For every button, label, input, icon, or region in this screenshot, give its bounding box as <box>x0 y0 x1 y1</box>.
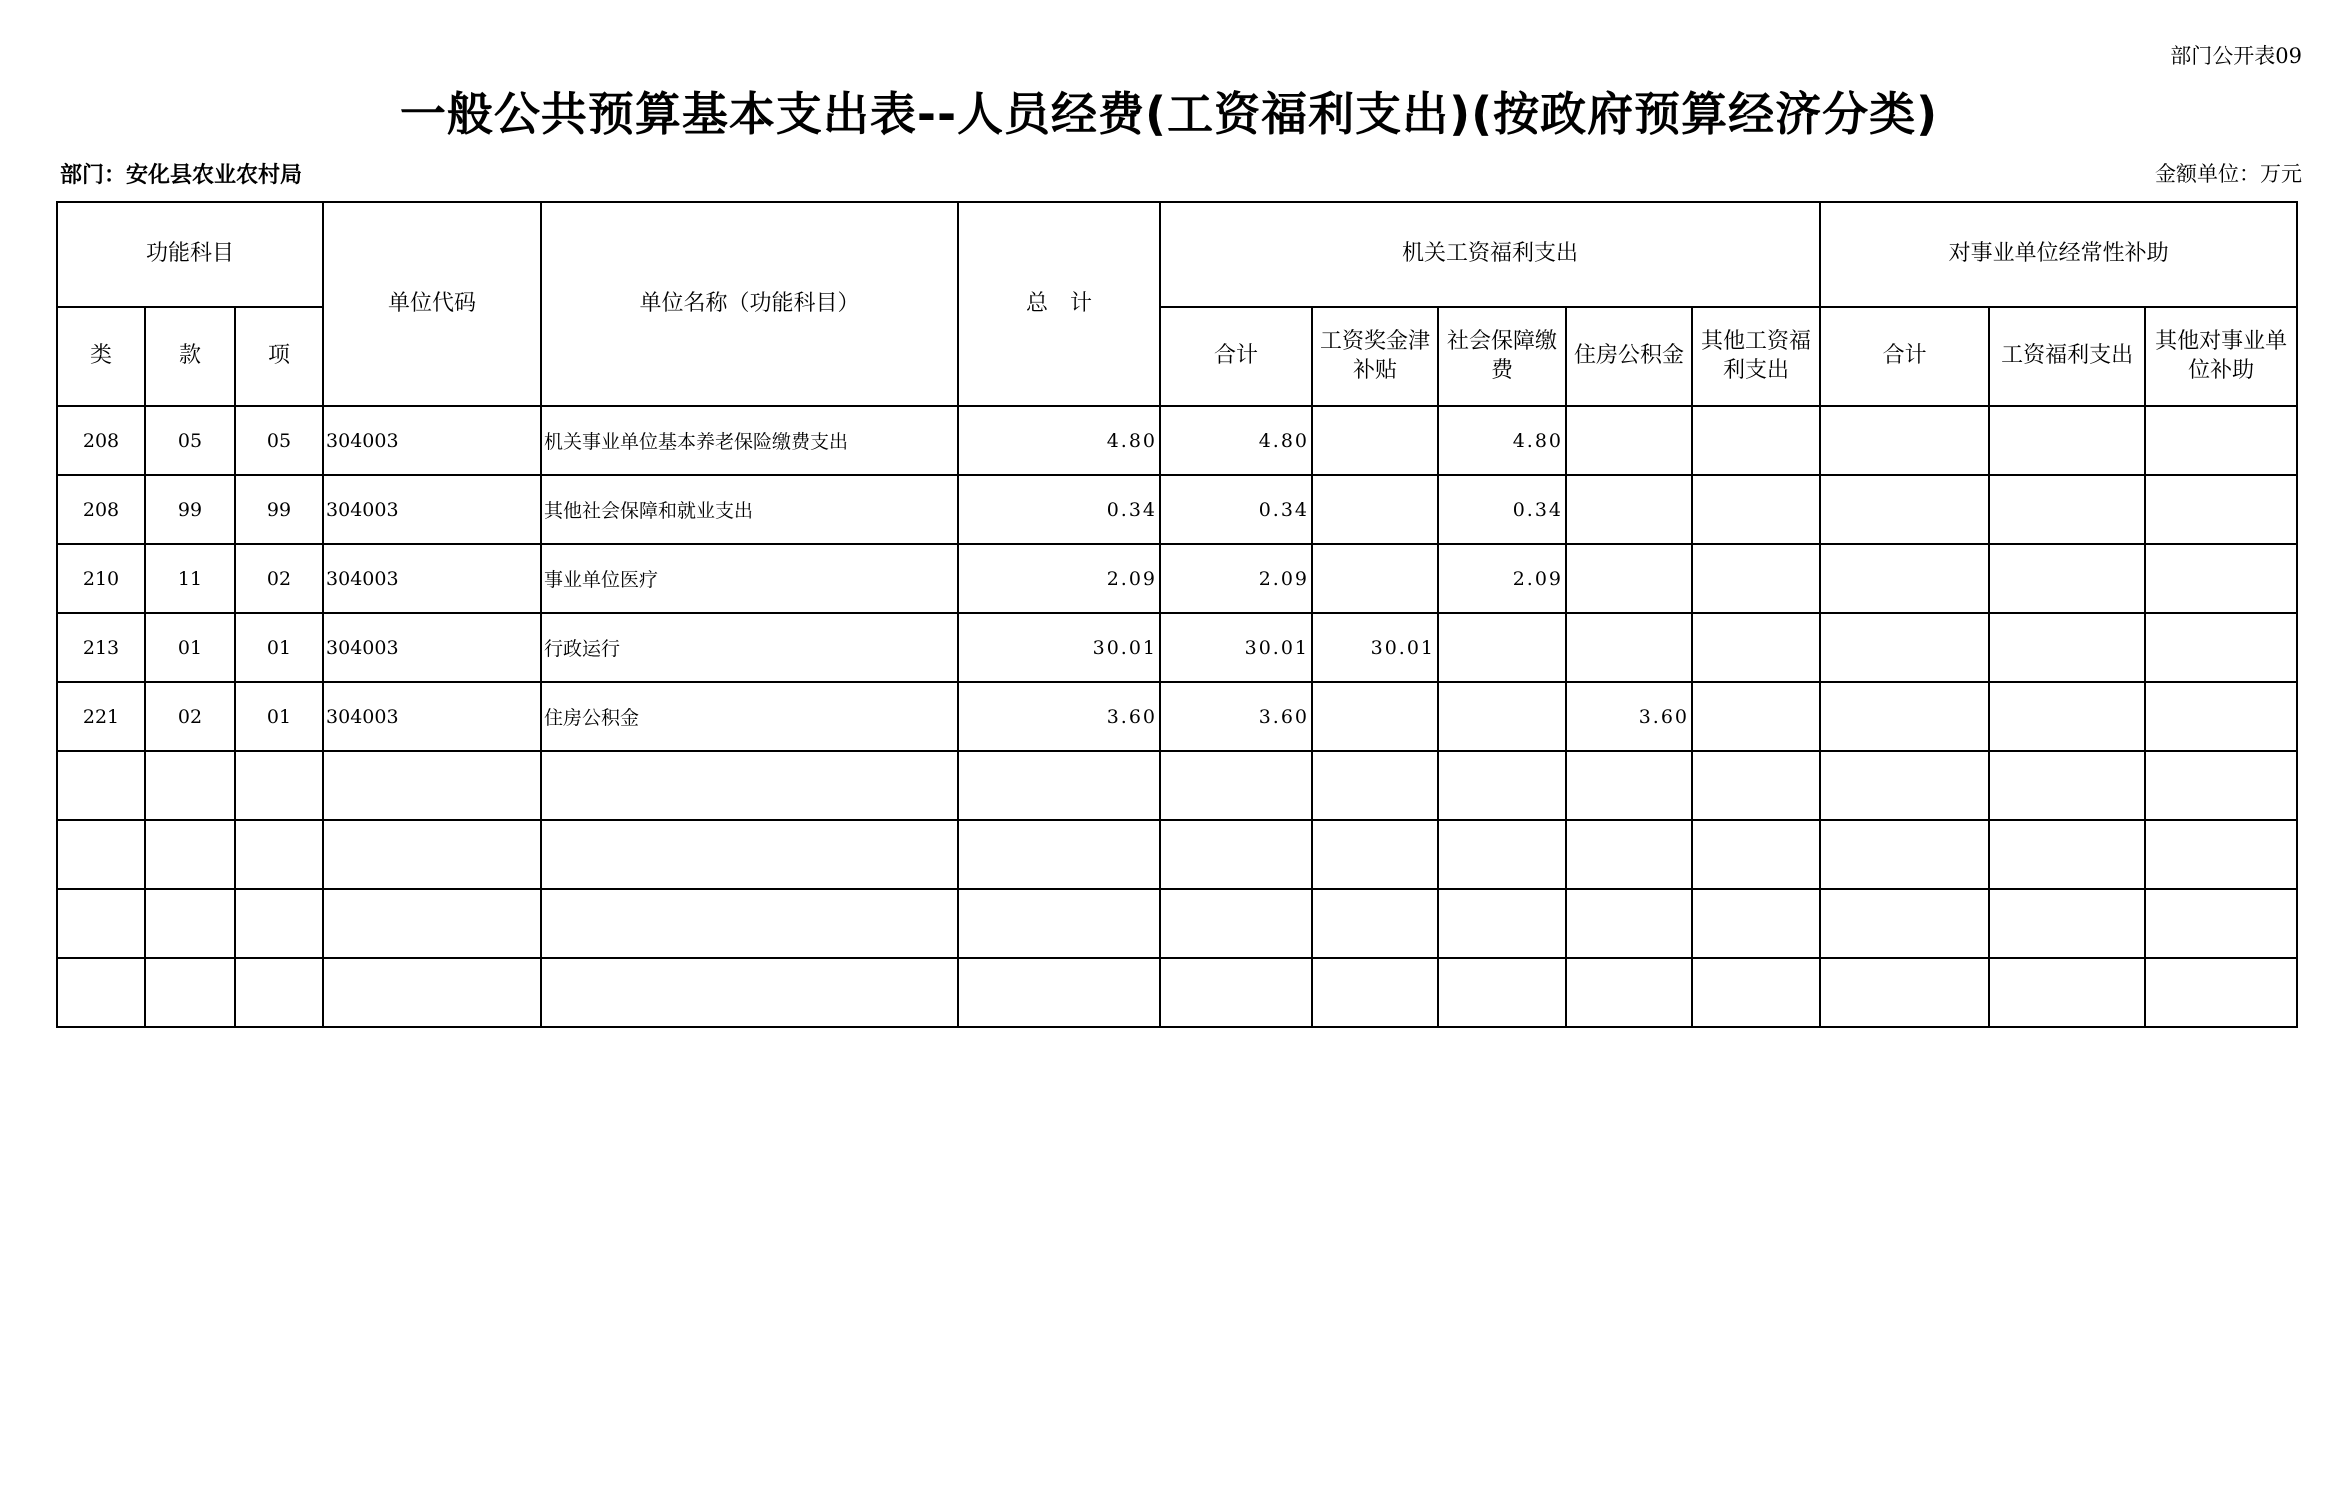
cell-i-sum <box>1820 682 1989 751</box>
cell-total: 0.34 <box>958 475 1160 544</box>
cell-total <box>958 820 1160 889</box>
table-row <box>57 544 2297 613</box>
cell-code: 304003 <box>323 406 541 475</box>
table-row <box>57 613 2297 682</box>
cell-kuan: 05 <box>145 406 235 475</box>
cell-a-social: 4.80 <box>1438 406 1566 475</box>
cell-i-salary <box>1989 751 2145 820</box>
cell-xiang <box>235 958 323 1027</box>
cell-name <box>541 889 958 958</box>
col-agency-housing: 住房公积金 <box>1566 307 1692 406</box>
cell-a-sum: 30.01 <box>1160 613 1312 682</box>
col-inst-other: 其他对事业单位补助 <box>2145 307 2297 406</box>
cell-a-housing <box>1566 958 1692 1027</box>
cell-i-other <box>2145 544 2297 613</box>
col-inst-group: 对事业单位经常性补助 <box>1820 202 2297 307</box>
cell-a-other <box>1692 958 1820 1027</box>
cell-i-other <box>2145 751 2297 820</box>
cell-a-housing <box>1566 475 1692 544</box>
cell-a-salary <box>1312 958 1438 1027</box>
col-agency-other: 其他工资福利支出 <box>1692 307 1820 406</box>
cell-a-housing <box>1566 406 1692 475</box>
cell-total: 30.01 <box>958 613 1160 682</box>
cell-a-housing <box>1566 544 1692 613</box>
col-inst-subtotal: 合计 <box>1820 307 1989 406</box>
table-row <box>57 958 2297 1027</box>
cell-kuan: 99 <box>145 475 235 544</box>
table-row <box>57 475 2297 544</box>
cell-a-sum: 4.80 <box>1160 406 1312 475</box>
cell-i-salary <box>1989 682 2145 751</box>
cell-i-sum <box>1820 544 1989 613</box>
table-row <box>57 406 2297 475</box>
cell-code: 304003 <box>323 544 541 613</box>
cell-total <box>958 958 1160 1027</box>
cell-a-salary <box>1312 889 1438 958</box>
cell-a-other <box>1692 820 1820 889</box>
cell-kuan: 02 <box>145 682 235 751</box>
cell-a-other <box>1692 889 1820 958</box>
cell-a-housing <box>1566 613 1692 682</box>
cell-xiang: 02 <box>235 544 323 613</box>
cell-a-sum <box>1160 751 1312 820</box>
cell-a-sum <box>1160 820 1312 889</box>
col-unit-code: 单位代码 <box>323 202 541 406</box>
cell-lei: 208 <box>57 475 145 544</box>
department-label: 部门：安化县农业农村局 <box>60 163 303 188</box>
cell-name: 其他社会保障和就业支出 <box>541 475 958 544</box>
table-row <box>57 751 2297 820</box>
cell-a-sum: 0.34 <box>1160 475 1312 544</box>
cell-i-sum <box>1820 613 1989 682</box>
cell-i-other <box>2145 406 2297 475</box>
cell-i-other <box>2145 475 2297 544</box>
col-agency-subtotal: 合计 <box>1160 307 1312 406</box>
col-total: 总 计 <box>958 202 1160 406</box>
cell-a-other <box>1692 475 1820 544</box>
table-row <box>57 889 2297 958</box>
cell-a-salary <box>1312 682 1438 751</box>
cell-lei: 221 <box>57 682 145 751</box>
cell-total <box>958 889 1160 958</box>
cell-total <box>958 751 1160 820</box>
cell-i-sum <box>1820 751 1989 820</box>
cell-a-salary <box>1312 544 1438 613</box>
cell-a-salary <box>1312 820 1438 889</box>
cell-xiang: 05 <box>235 406 323 475</box>
cell-i-other <box>2145 613 2297 682</box>
cell-a-social <box>1438 958 1566 1027</box>
page-title: 一般公共预算基本支出表--人员经费(工资福利支出)(按政府预算经济分类) <box>399 87 1939 141</box>
cell-a-housing <box>1566 751 1692 820</box>
cell-lei <box>57 889 145 958</box>
cell-a-salary: 30.01 <box>1312 613 1438 682</box>
table-row <box>57 682 2297 751</box>
cell-a-social <box>1438 820 1566 889</box>
cell-a-salary <box>1312 751 1438 820</box>
cell-code <box>323 751 541 820</box>
cell-a-salary <box>1312 406 1438 475</box>
cell-i-sum <box>1820 406 1989 475</box>
cell-name: 事业单位医疗 <box>541 544 958 613</box>
col-agency-social: 社会保障缴费 <box>1438 307 1566 406</box>
cell-a-other <box>1692 406 1820 475</box>
cell-name <box>541 958 958 1027</box>
cell-code <box>323 820 541 889</box>
cell-xiang: 99 <box>235 475 323 544</box>
cell-kuan: 11 <box>145 544 235 613</box>
cell-kuan <box>145 889 235 958</box>
col-agency-salary: 工资奖金津补贴 <box>1312 307 1438 406</box>
cell-lei: 208 <box>57 406 145 475</box>
cell-xiang <box>235 820 323 889</box>
cell-i-salary <box>1989 613 2145 682</box>
cell-a-sum: 2.09 <box>1160 544 1312 613</box>
col-kuan: 款 <box>145 307 235 406</box>
col-unit-name: 单位名称（功能科目） <box>541 202 958 406</box>
cell-xiang <box>235 751 323 820</box>
col-lei: 类 <box>57 307 145 406</box>
cell-a-housing: 3.60 <box>1566 682 1692 751</box>
cell-lei <box>57 820 145 889</box>
cell-i-salary <box>1989 544 2145 613</box>
cell-a-other <box>1692 544 1820 613</box>
cell-xiang: 01 <box>235 682 323 751</box>
header-row-1 <box>57 202 2297 307</box>
table-row <box>57 820 2297 889</box>
cell-xiang: 01 <box>235 613 323 682</box>
cell-i-other <box>2145 682 2297 751</box>
cell-name: 机关事业单位基本养老保险缴费支出 <box>541 406 958 475</box>
cell-total: 3.60 <box>958 682 1160 751</box>
cell-kuan <box>145 820 235 889</box>
cell-code: 304003 <box>323 613 541 682</box>
cell-a-social <box>1438 751 1566 820</box>
cell-kuan <box>145 958 235 1027</box>
table-body <box>57 406 2297 1027</box>
cell-i-other <box>2145 820 2297 889</box>
expenditure-table <box>56 201 2298 1028</box>
cell-code <box>323 958 541 1027</box>
cell-a-sum: 3.60 <box>1160 682 1312 751</box>
cell-xiang <box>235 889 323 958</box>
cell-code: 304003 <box>323 475 541 544</box>
cell-i-sum <box>1820 820 1989 889</box>
cell-a-other <box>1692 613 1820 682</box>
cell-i-salary <box>1989 475 2145 544</box>
cell-a-other <box>1692 751 1820 820</box>
col-func-subject: 功能科目 <box>57 202 323 307</box>
cell-total: 2.09 <box>958 544 1160 613</box>
col-xiang: 项 <box>235 307 323 406</box>
cell-kuan <box>145 751 235 820</box>
cell-i-sum <box>1820 889 1989 958</box>
cell-code <box>323 889 541 958</box>
cell-lei <box>57 751 145 820</box>
cell-i-salary <box>1989 820 2145 889</box>
cell-name <box>541 751 958 820</box>
cell-a-sum <box>1160 958 1312 1027</box>
col-inst-salary: 工资福利支出 <box>1989 307 2145 406</box>
cell-a-social: 2.09 <box>1438 544 1566 613</box>
cell-name: 住房公积金 <box>541 682 958 751</box>
cell-name <box>541 820 958 889</box>
cell-i-salary <box>1989 889 2145 958</box>
cell-a-housing <box>1566 889 1692 958</box>
cell-total: 4.80 <box>958 406 1160 475</box>
cell-kuan: 01 <box>145 613 235 682</box>
cell-a-housing <box>1566 820 1692 889</box>
cell-a-sum <box>1160 889 1312 958</box>
cell-a-social: 0.34 <box>1438 475 1566 544</box>
cell-lei <box>57 958 145 1027</box>
cell-lei: 210 <box>57 544 145 613</box>
amount-unit-label: 金额单位：万元 <box>2155 162 2302 186</box>
cell-i-sum <box>1820 475 1989 544</box>
cell-a-social <box>1438 613 1566 682</box>
cell-i-salary <box>1989 958 2145 1027</box>
cell-i-other <box>2145 958 2297 1027</box>
cell-a-salary <box>1312 475 1438 544</box>
cell-code: 304003 <box>323 682 541 751</box>
form-number: 部门公开表09 <box>2170 44 2302 68</box>
cell-a-other <box>1692 682 1820 751</box>
col-agency-group: 机关工资福利支出 <box>1160 202 1820 307</box>
cell-name: 行政运行 <box>541 613 958 682</box>
cell-i-sum <box>1820 958 1989 1027</box>
cell-a-social <box>1438 682 1566 751</box>
cell-i-other <box>2145 889 2297 958</box>
cell-a-social <box>1438 889 1566 958</box>
cell-lei: 213 <box>57 613 145 682</box>
cell-i-salary <box>1989 406 2145 475</box>
